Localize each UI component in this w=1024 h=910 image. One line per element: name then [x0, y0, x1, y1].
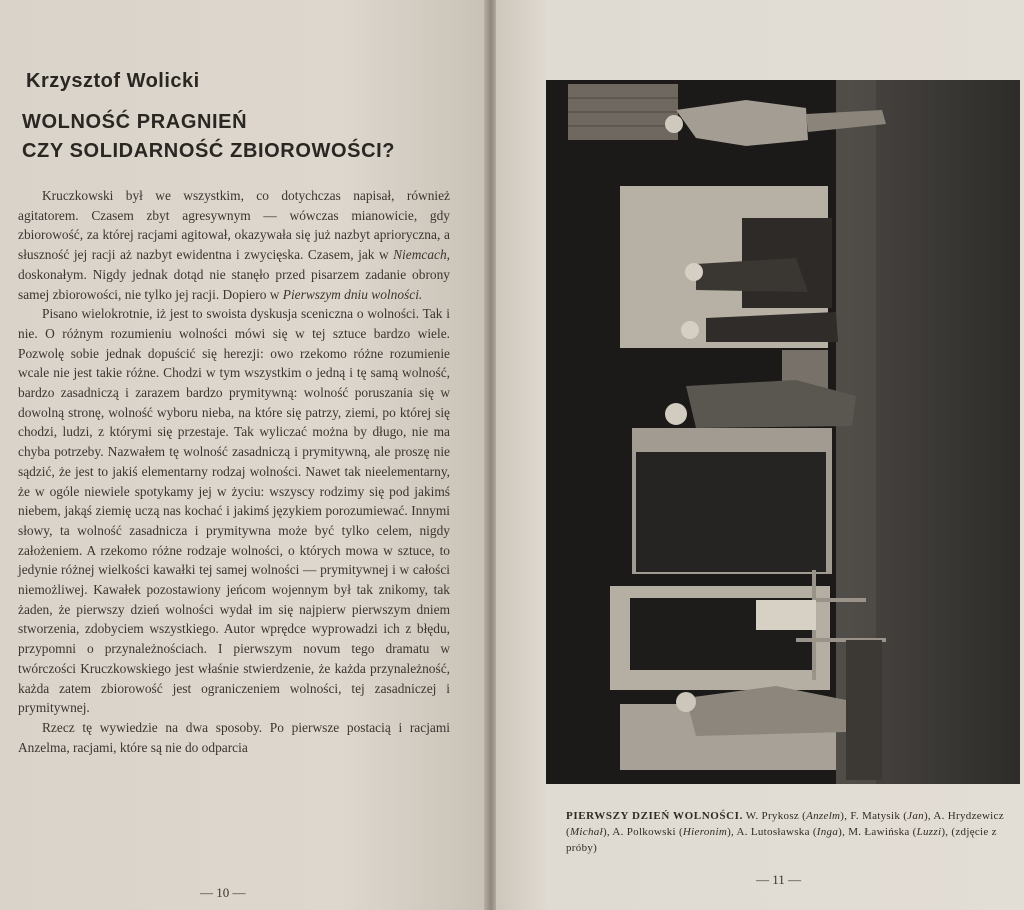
caption-text-2: ), F. Matysik ( — [840, 810, 908, 822]
caption-title: PIERWSZY DZIEŃ WOLNOŚCI. — [566, 810, 743, 822]
caption-role-6: Luzzi — [916, 826, 942, 838]
article-title — [22, 108, 482, 166]
left-page — [0, 0, 486, 910]
paragraph-2: Pisano wielokrotnie, iż jest to swoista dyskusja sceniczna o wolności. Tak i nie. O różnym rozumieniu wolności mówi się w tej sztuce bardzo wiele. Pozwolę sobie jednak dopuścić się herezji: owo rzekomo różne rozumienie wcale nie jest takie różne. Chodzi w tym wszystkim o jedną i tę samą wolność, bardzo zasadniczą i zarazem bardzo prymitywną: wolność poruszania się w dowolną stronę, wolność wyboru nieba, na które się patrzy, ziemi, po której się chodzi, ludzi, z którymi się przestaje. Tak wyliczać można by długo, nie ma chyba potrzeby. Nazwałem tę wolność zasadniczą i prymitywną, ale proszę nie sądzić, że jest to jakiś elementarny rodzaj wolności. Nawet tak nieelementarny, że w ogóle niewiele spotykamy jej w życiu: wszyscy rodzimy się pod jakimś niebem, jakąś ziemię uczą nas kochać i jakimś językiem porozumiewać. Innymi słowy, ta wolność zasadnicza i prymitywna może być tylko celem, nigdy założeniem. A rzekomo różne rodzaje wolności, o których mowa w sztuce, to jedynie różnej wielkości kawałki tej samej wolności — prymitywnej i w całości niemożliwej. Kawałek pozostawiony jeńcom wojennym był tak znikomy, tak żaden, że pierwszy dzień wolności wydał im się najpierw pierwszym dniem stworzenia, zdobyciem wszystkiego. Autor wprędce wyprowadzi ich z błędu, przypomni o przynależnościach. I pierwszym novum tego dramatu w twórczości Kruczkowskiego jest właśnie stwierdzenie, że każda przynależność, każda zatem zbiorowość jest ograniczeniem wolności, tej zasadniczej i prymitywnej. — [18, 306, 450, 716]
caption-text-1: W. Prykosz ( — [742, 810, 807, 822]
paragraph-1-italic-a: Niemcach, — [393, 247, 450, 263]
title-line-1: WOLNOŚĆ PRAGNIEŃ — [22, 111, 248, 133]
paragraph-1 — [18, 186, 450, 304]
caption-role-5: Inga — [816, 826, 839, 838]
paragraph-1-text-a: Kruczkowski był we wszystkim, co dotychczas napisał, również agitatorem. Czasem zbyt agresywnym — wówczas mianowicie, gdy zbiorowość, za której racjami agitował, okazywała się już nazbyt aprioryczna, a słuszność jej racji aż nazbyt ewidentna i zwycięska. Czasem, jak w — [18, 188, 450, 263]
caption-text-3: ), A. Hrydzewicz ( — [566, 810, 1004, 838]
stage-photo-illustration — [546, 80, 1020, 784]
page-number-right: — 11 — — [756, 872, 802, 887]
paragraph-1-italic-b: Pierwszym dniu wolności. — [282, 286, 423, 302]
paragraph-3: Rzecz tę wywiedzie na dwa sposoby. Po pierwsze postacią i racjami Anzelma, racjami, które są nie do odparcia — [18, 719, 450, 755]
article-body — [18, 186, 450, 757]
author-name: Krzysztof Wolicki — [26, 70, 200, 92]
page-number-left: — 10 — — [200, 885, 246, 900]
caption-text-5: ), A. Lutosławska ( — [727, 826, 817, 838]
stage-photograph — [546, 80, 1020, 784]
title-line-2: CZY SOLIDARNOŚĆ ZBIOROWOŚCI? — [22, 140, 396, 162]
caption-role-3: Michał — [569, 826, 603, 838]
caption-text-7: ), (zdjęcie z próby) — [566, 826, 997, 854]
caption-role-1: Anzelm — [806, 810, 841, 822]
caption-text-6: ), M. Ławińska ( — [838, 826, 917, 838]
caption-role-4: Hieronim — [682, 826, 728, 838]
photo-caption — [566, 808, 1016, 856]
paragraph-1-text-b: doskonałym. Nigdy jednak dotąd nie stanęło przed pisarzem zadanie obrony samej zbiorowości, nie tylko jej racji. Dopiero w — [18, 266, 450, 302]
caption-text-4: ), A. Polkowski ( — [602, 826, 683, 838]
caption-role-2: Jan — [907, 810, 924, 822]
